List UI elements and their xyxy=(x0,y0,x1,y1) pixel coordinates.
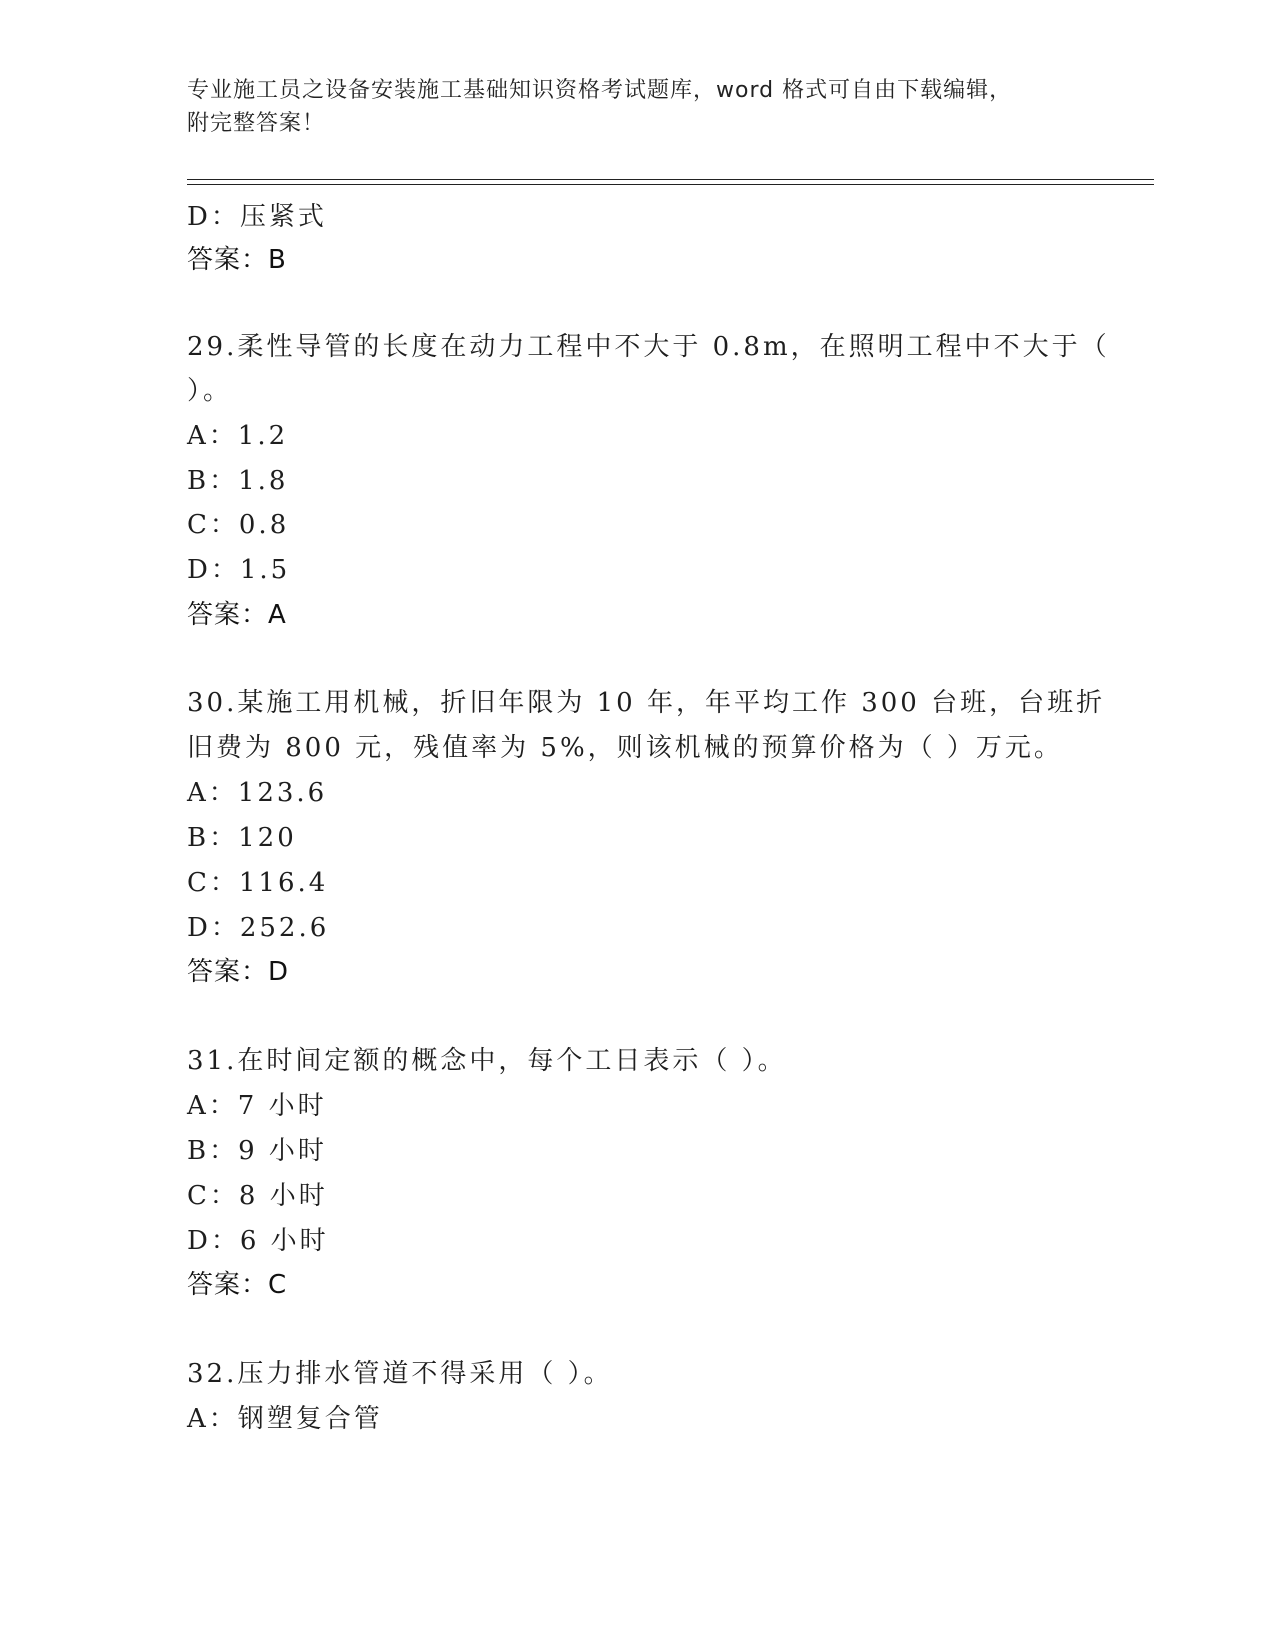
page-header xyxy=(187,74,1087,140)
question-stem: 旧费为 800 元，残值率为 5%，则该机械的预算价格为（ ）万元。 xyxy=(187,733,1063,763)
header-line-2: 附完整答案！ xyxy=(187,111,326,136)
answer: 答案：A xyxy=(187,600,287,630)
option-d: D：6 小时 xyxy=(187,1226,329,1256)
header-rule-top xyxy=(187,179,1154,180)
answer: 答案：C xyxy=(187,1270,288,1300)
header-line-1: 专业施工员之设备安装施工基础知识资格考试题库，word 格式可自由下载编辑， xyxy=(187,78,1013,103)
option-c: C：0.8 xyxy=(187,510,290,540)
option-a: A：1.2 xyxy=(187,421,289,451)
option-a: A：7 小时 xyxy=(187,1091,327,1121)
option-c: C：8 小时 xyxy=(187,1181,328,1211)
option-c: C：116.4 xyxy=(187,868,329,898)
option-d: D：压紧式 xyxy=(187,202,327,232)
option-b: B：120 xyxy=(187,823,297,853)
option-d: D：252.6 xyxy=(187,913,330,943)
answer: 答案：B xyxy=(187,245,287,275)
question-stem: 31.在时间定额的概念中，每个工日表示（ ）。 xyxy=(187,1046,787,1076)
option-b: B：9 小时 xyxy=(187,1136,327,1166)
question-stem: 30.某施工用机械，折旧年限为 10 年，年平均工作 300 台班，台班折 xyxy=(187,688,1106,718)
option-b: B：1.8 xyxy=(187,466,289,496)
option-a: A：钢塑复合管 xyxy=(187,1404,383,1434)
header-rule-bottom xyxy=(187,184,1154,185)
answer: 答案：D xyxy=(187,957,290,987)
question-stem: ）。 xyxy=(187,376,233,406)
question-stem: 32.压力排水管道不得采用（ ）。 xyxy=(187,1359,613,1389)
option-a: A：123.6 xyxy=(187,778,328,808)
option-d: D：1.5 xyxy=(187,555,291,585)
question-stem: 29.柔性导管的长度在动力工程中不大于 0.8m，在照明工程中不大于（ xyxy=(187,332,1110,362)
